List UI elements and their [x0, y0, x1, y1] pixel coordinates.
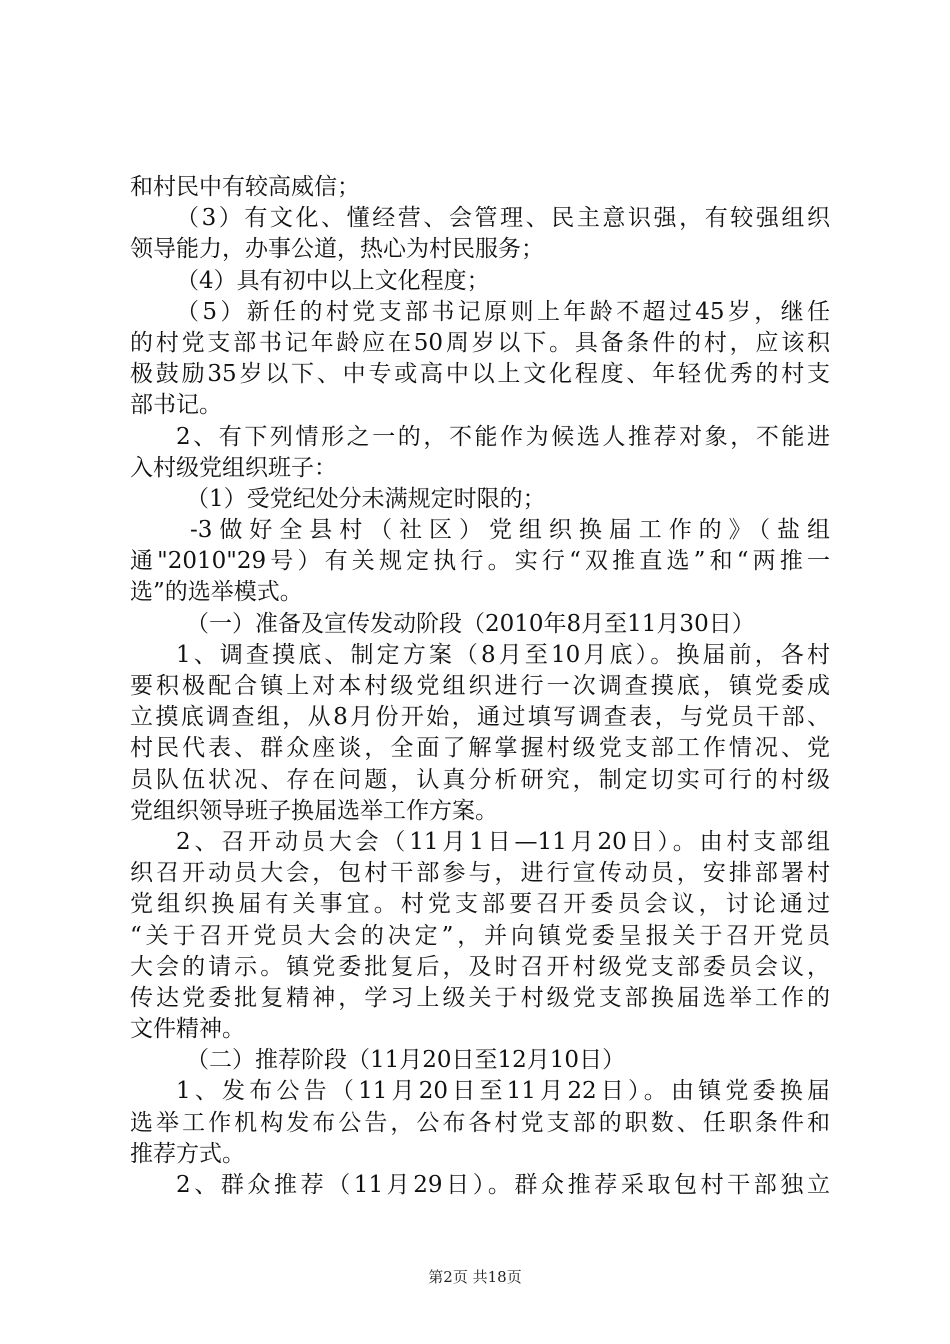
text-line: 2、召开动员大会（11月1日—11月20日）。由村支部组 — [176, 828, 830, 855]
text-line: -3做好全县村（社区）党组织换届工作的》（盐组 — [190, 517, 830, 544]
text-line: （4）具有初中以上文化程度； — [176, 267, 490, 294]
text-line: 领导能力，办事公道，热心为村民服务； — [130, 236, 544, 263]
text-line: 选”的选举模式。 — [130, 579, 303, 606]
text-line: 党组织领导班子换届选举工作方案。 — [130, 797, 498, 824]
text-line: 部书记。 — [130, 392, 222, 419]
text-line: （1）受党纪处分未满规定时限的； — [186, 485, 546, 512]
text-line: 极鼓励35岁以下、中专或高中以上文化程度、年轻优秀的村支 — [130, 361, 830, 388]
text-line: 和村民中有较高威信； — [130, 174, 360, 200]
text-line: 员队伍状况、存在问题，认真分析研究，制定切实可行的村级 — [130, 766, 830, 793]
text-line: 2、有下列情形之一的，不能作为候选人推荐对象，不能进 — [176, 423, 830, 450]
text-line: 1、调查摸底、制定方案（8月至10月底）。换届前，各村 — [176, 641, 830, 668]
text-line: 文件精神。 — [130, 1016, 245, 1043]
document-body — [130, 172, 830, 1201]
text-line: 2、群众推荐（11月29日）。群众推荐采取包村干部独立 — [176, 1172, 830, 1198]
text-line: 立摸底调查组，从8月份开始，通过填写调查表，与党员干部、 — [130, 704, 830, 731]
text-line: 选举工作机构发布公告，公布各村党支部的职数、任职条件和 — [130, 1109, 830, 1136]
page-number-footer: 第2页 共18页 — [428, 1268, 522, 1286]
text-line: 党组织换届有关事宜。村党支部要召开委员会议，讨论通过 — [130, 891, 830, 918]
text-line: （3）有文化、懂经营、会管理、民主意识强，有较强组织 — [176, 205, 830, 232]
text-line: 大会的请示。镇党委批复后，及时召开村级党支部委员会议， — [130, 953, 830, 980]
text-line: 推荐方式。 — [130, 1140, 245, 1167]
text-line: 的村党支部书记年龄应在50周岁以下。具备条件的村，应该积 — [130, 329, 830, 356]
text-line: 入村级党组织班子： — [130, 454, 337, 481]
text-line: 传达党委批复精神，学习上级关于村级党支部换届选举工作的 — [130, 984, 830, 1011]
section-heading: （二）推荐阶段（11月20日至12月10日） — [186, 1047, 626, 1074]
text-line: 1、发布公告（11月20日至11月22日）。由镇党委换届 — [176, 1078, 830, 1105]
text-line: “关于召开党员大会的决定”，并向镇党委呈报关于召开党员 — [130, 922, 830, 949]
text-line: 通"2010"29号）有关规定执行。实行“双推直选”和“两推一 — [130, 548, 830, 575]
text-line: （5）新任的村党支部书记原则上年龄不超过45岁，继任 — [176, 298, 830, 325]
text-line: 村民代表、群众座谈，全面了解掌握村级党支部工作情况、党 — [130, 735, 830, 762]
text-line: 要积极配合镇上对本村级党组织进行一次调查摸底，镇党委成 — [130, 673, 830, 699]
text-line: 织召开动员大会，包村干部参与，进行宣传动员，安排部署村 — [130, 860, 830, 887]
section-heading: （一）准备及宣传发动阶段（2010年8月至11月30日） — [186, 610, 755, 637]
